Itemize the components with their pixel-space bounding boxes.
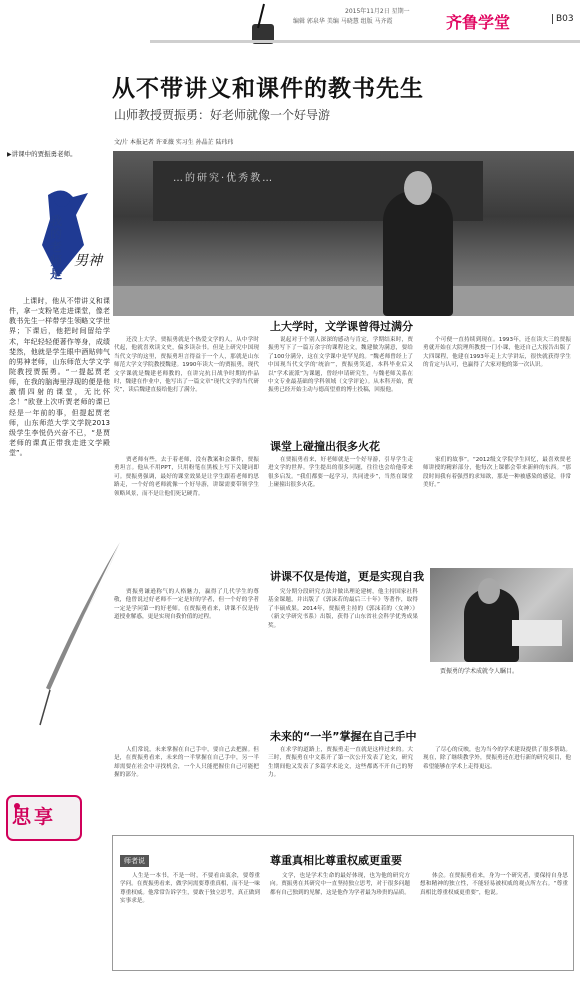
issue-date: 2015年11月2日 星期一 — [345, 8, 410, 15]
section-3-col-1-text: 贾振勇谦逊称气的人格魅力，赢得了几代学生的尊敬，他曾说过好老师不一定是好的学者，但一个好的学者一定是学问第一的好老师。在贾振勇看来，讲课不仅是传道授业解惑，更是实现自我价值的过程。 — [114, 589, 259, 621]
section-5-col-3-text: 体会。在贾振勇看来，身为一个研究者，要保持自身思想和精神的独立性，不能轻易被权威的观点所左右。“尊重真相比尊重权威更重要”，他说。 — [420, 873, 568, 896]
section-1-col-1 — [114, 336, 259, 446]
teacher-reading-photo — [430, 568, 573, 662]
column-logo-text: 我的老师是 — [50, 214, 63, 281]
section-4-col-1 — [114, 746, 259, 826]
sidebar-intro-text: 上课时，他从不带讲义和课件，拿一支粉笔走进课堂，像老教书先生一样带学生领略文学世界；下课后，他把时间留给学术，年纪轻轻便著作等身，成绩斐然，他就是学生眼中酒贴帅气的男神老师，山东师范大学文学院教授贾振勇。“一提起贾老师，在我的脑海里浮现的便是他激情四射的课堂，无比怀念！”欧登上次听贾老师的课已经是一年前的事，但提起贾老师，山东师范大学文学院2013级学生李悦仍兴奋不已，“是贾老师的课真正带我走进文学殿堂”。 — [9, 297, 110, 458]
photo-caption-text: 讲课中的贾振勇老师。 — [11, 150, 77, 158]
desk — [113, 286, 574, 316]
section-5-col-1-text: 人生是一本书，不是一时，不要看由衷余，要尊重学问。在贾振勇看来，做学问需要尊重真相，而不是一味尊重权威。他常常告诉学生，要敢于独立思考，真正做到实事求是。 — [120, 873, 260, 905]
section-2-col-1-text: 贾老师有些，去于着老师，没有教案和会课件，贾振勇坦言。他从不用PPT，只用粉笔在黑板上写下关键词即可。贾振勇强调，最好的课堂效果是让学生跟着老师的思路走，一个好的老师就像一个好导游，讲课需要带领学生领略风景，而不是让他们死记硬背。 — [114, 457, 259, 497]
section-5-col-3 — [420, 872, 568, 967]
photo-2-caption: 贾振勇的学术成就令人瞩目。 — [440, 668, 519, 675]
section-5-col-1 — [120, 872, 260, 967]
section-1-col-1-text: 还没上大学，贾振勇就是个热爱文学的人，从中学时代起，他就喜欢读文史，偏多读杂书。但是上研究中国现当代文学的这里，贾振勇坦言得益于一个人，那就是山东师范大学文学院教授魏建。1990年读大一的贾振勇，现代文学课就是魏建老师教的，在讲完抗日战争时期的作品时，魏建在作业中，他写出了一篇文章“现代文学的当代研究”，读后魏建直接给他打了满分。 — [114, 337, 259, 394]
section-3-col-2 — [268, 588, 418, 723]
section-2-col-3 — [423, 456, 571, 556]
teacher-head — [404, 171, 432, 205]
section-3-col-1 — [114, 588, 259, 723]
section-2-col-1 — [114, 456, 259, 556]
blackboard: …的研究·优秀教… — [153, 161, 483, 221]
sidebar-intro — [9, 296, 110, 458]
section-3-col-2-text: 究分期分段研究方法并做出理论建树，他主持国家社科基金课题，并出版了《郭沫若的最后三十年》等著作，取得了丰硕成果。2014年，贾振勇主持的《郭沫若的〈女神〉》（新文学研究书系）出版，获得了山东省社会科学优秀成果奖。 — [268, 589, 418, 629]
column-logo-signature: 男神 — [74, 253, 102, 269]
section-4-col-3-text: 了尽心的反映，也为当今的学术建设提供了很多帮助。现在，除了继续教学外，贾振勇还在进行新的研究项目，他希望能够在学术上走得更远。 — [423, 747, 571, 770]
article-subhead: 山师教授贾振勇：好老师就像一个好导游 — [114, 108, 331, 122]
section-2-col-3-text: 家们的故事”。“2012级文学院学生回忆，最喜欢贾老师讲授的精彩部分，他每次上课都会带来新鲜的东西。“那段时间我有着强烈的求知欲，那是一种被感染的感觉，非常美好。” — [423, 457, 571, 489]
section-4-col-3 — [423, 746, 571, 826]
quote-box-label: 师者说 — [120, 855, 149, 867]
editor-credits: 编辑 郭泉华 美编 马晓慧 组版 马齐霞 — [293, 18, 393, 25]
section-3-title: 讲课不仅是传道，更是实现自我 — [270, 570, 424, 583]
section-5-title: 尊重真相比尊重权威更重要 — [270, 854, 402, 867]
page-number: B03 — [552, 14, 574, 24]
teacher-photo — [113, 151, 574, 316]
sixiang-label: 思享 — [12, 806, 57, 828]
section-5-col-2-text: 文学，也是学术生命的最好体现，也为他的研究方向。贾振勇在其研究中一直坚持独立思考，对于很多问题都有自己独到的见解，这是他作为学者最为珍贵的品质。 — [270, 873, 410, 896]
section-1-col-2 — [268, 336, 413, 446]
photo-caption — [7, 150, 112, 159]
triangle-icon: ▶ — [7, 151, 12, 158]
article-headline: 从不带讲义和课件的教书先生 — [112, 76, 424, 102]
section-1-col-2-text: 说起对于个别人深深的感动与肯定，学期结束时，贾振勇写下了一篇万余字的课程论文，魏建做为满意，要给了100分满分，这在文学课中是罕见的。“魏老师曾经上了中国现当代文学的‘统治’”，贾振勇笑道，本科毕业后又以“学术流派”为课题，曾经申请研究生，与魏老师关系在中文专业最基础的学科领域（文学评论）。从本科开始，贾振勇已经开始主动与德高望重的博士投稿，回报他。 — [268, 337, 413, 394]
section-4-title: 未来的“一半”掌握在自己手中 — [270, 730, 417, 743]
section-4-col-1-text: 人们常说，未来掌握在自己手中，要自己去把握。但是，在贾振勇看来，未来的一半掌握在自己手中，另一半却需要在社会中寻找机会，一个人只能把握住自己可能把握的部分。 — [114, 747, 259, 779]
book — [512, 620, 562, 646]
section-1-col-3-text: 个可便一直持续到现在。1993年，还在读大三的贾振勇就开始在大院理所教授一门小课，他还自己大报告出版了大四课程，他建在1993年走上大学讲坛，很快就获得学生的肯定与认可，也赢得了大家对他的第一次认识。 — [423, 337, 571, 369]
teacher-head-2 — [478, 578, 500, 604]
section-title: 齐鲁学堂 — [446, 13, 511, 32]
teacher-figure — [383, 191, 453, 316]
article-byline: 文/片 本报记者 许亚薇 实习生 孙晶芷 陆玮玮 — [114, 139, 234, 146]
section-1-col-3 — [423, 336, 571, 446]
section-1-title: 上大学时，文学课曾得过满分 — [270, 320, 413, 333]
section-2-col-2 — [268, 456, 413, 556]
header-rule — [150, 40, 580, 43]
section-2-title: 课堂上碰撞出很多火花 — [270, 440, 380, 453]
section-4-col-2-text: 在求学的道路上，贾振勇走一直就是这样过来的。大三时，贾振勇在中文系开了第一次公开发表了论文，研究生期间他又发表了多篇学术论文，这些都离不开自己的努力。 — [268, 747, 413, 779]
section-2-col-2-text: 在贾振勇看来，好老师就是一个好导游，引导学生走进文学的世界。学生提出的很多问题，往往也会给他带来很多启发。“我们都要一起学习，共同进步”，当然在课堂上碰撞出很多火花。 — [268, 457, 413, 489]
section-5-col-2 — [270, 872, 410, 967]
section-4-col-2 — [268, 746, 413, 826]
